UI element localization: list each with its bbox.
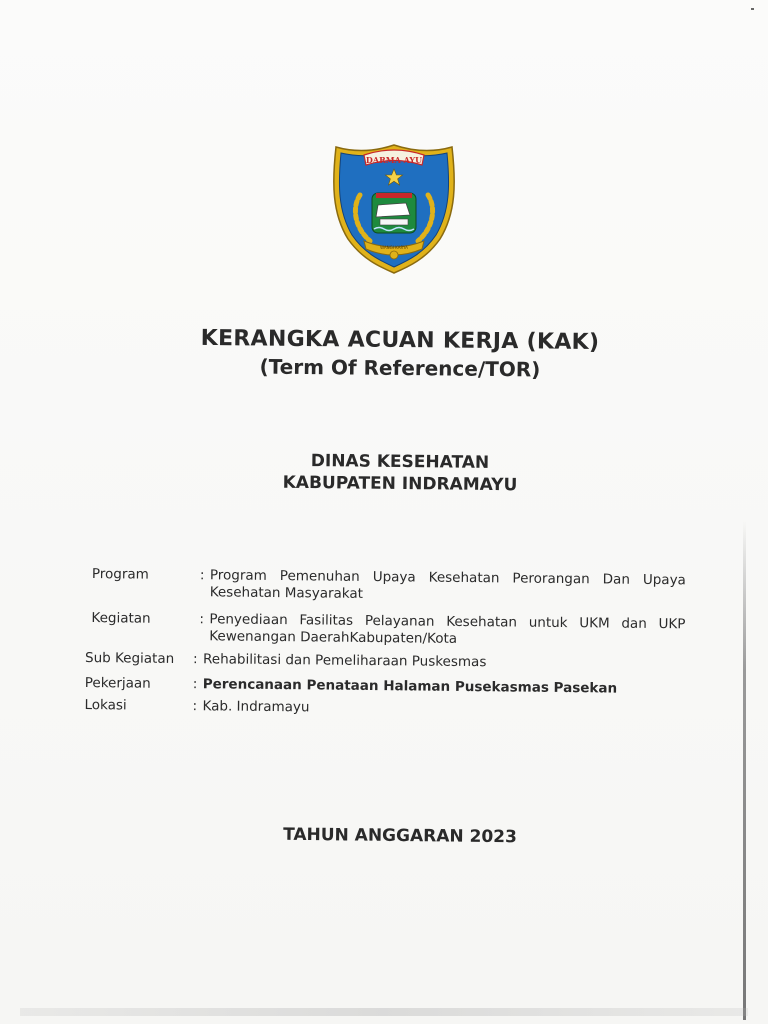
detail-value: Program Pemenuhan Upaya Kesehatan Perorangan Dan Upaya Kesehatan Masyarakat <box>209 567 686 602</box>
scan-page-edge-right <box>743 520 746 1020</box>
detail-value: Rehabilitasi dan Pemeliharaan Puskesmas <box>202 651 487 671</box>
detail-row-kegiatan <box>85 610 685 650</box>
detail-row-program <box>86 566 686 606</box>
emblem-motto-text: WANGI KARYA <box>380 245 408 250</box>
agency-region: KABUPATEN INDRAMAYU <box>282 472 518 496</box>
emblem-banner-text: DARMA AYU <box>365 155 423 165</box>
fiscal-year: TAHUN ANGGARAN 2023 <box>283 824 517 848</box>
detail-colon: : <box>199 567 205 584</box>
detail-label: Kegiatan <box>91 610 151 627</box>
detail-colon: : <box>192 698 198 715</box>
document-title: KERANGKA ACUAN KERJA (KAK) <box>200 325 600 356</box>
detail-colon: : <box>192 676 198 693</box>
detail-value: Perencanaan Penataan Halaman Pusekasmas Pasekan <box>202 676 618 697</box>
scan-page-edge-bottom <box>20 1008 748 1016</box>
detail-label: Lokasi <box>84 696 127 714</box>
detail-label: Program <box>91 566 149 583</box>
detail-label: Sub Kegiatan <box>84 649 175 667</box>
document-subtitle: (Term Of Reference/TOR) <box>259 354 541 382</box>
detail-colon: : <box>199 611 205 628</box>
detail-value: Kab. Indramayu <box>202 698 310 716</box>
agency-name: DINAS KESEHATAN <box>310 451 490 473</box>
detail-label: Pekerjaan <box>84 674 151 692</box>
detail-colon: : <box>192 651 198 668</box>
indramayu-emblem <box>330 143 458 275</box>
detail-row-sub-kegiatan <box>85 650 685 673</box>
detail-row-pekerjaan <box>85 675 685 698</box>
detail-row-lokasi <box>84 697 684 720</box>
details-table <box>84 566 686 720</box>
detail-value: Penyediaan Fasilitas Pelayanan Kesehatan untuk UKM dan UKP Kewenangan DaerahKabupaten/Kota <box>209 611 686 647</box>
scan-speck <box>751 8 754 10</box>
